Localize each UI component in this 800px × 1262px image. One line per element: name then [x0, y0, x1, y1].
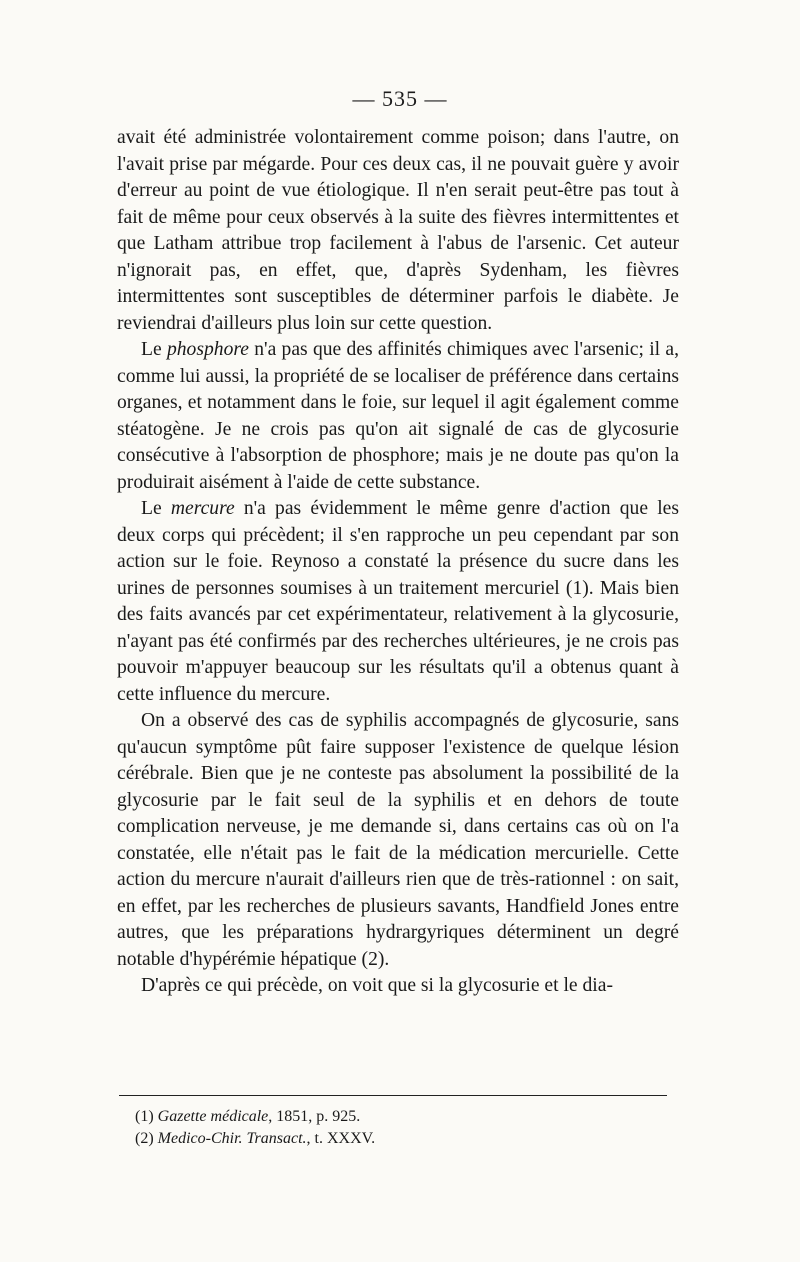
paragraph-2-rest: n'a pas que des affinités chimiques avec l'arsenic; il a, comme lui aussi, la propriété de se localiser de préférence dans certains organes, et notamment dans le foie, sur lequel il agit également comme stéatogène. Je ne crois pas qu'on ait signalé de cas de glycosurie consécutive à l'absorption de phosphore; mais je ne doute pas qu'on la produirait aisément à l'aide de cette substance. — [117, 339, 679, 493]
paragraph-3-rest: n'a pas évidemment le même genre d'action que les deux corps qui précèdent; il s'en rapproche un peu cependant par son action sur le foie. Reynoso a constaté la présence du sucre dans les urines de personnes soumises à un traitement mercuriel (1). Mais bien des faits avancés par cet expérimentateur, relativement à la glycosurie, n'ayant pas été confirmés par des recherches ultérieures, je ne crois pas pouvoir m'appuyer beaucoup sur les résultats qu'il a obtenus quant à cette influence du mercure. — [117, 498, 679, 705]
footnotes — [135, 1106, 675, 1150]
paragraph-4: On a observé des cas de syphilis accompagnés de glycosurie, sans qu'aucun symptôme pût faire supposer l'existence de quelque lésion cérébrale. Bien que je ne conteste pas absolument la possibilité de la glycosurie par le fait seul de la syphilis et en dehors de toute complication nerveuse, je me demande si, dans certains cas où on l'a constatée, elle n'était pas le fait de la médication mercurielle. Cette action du mercure n'aurait d'ailleurs rien que de très-rationnel : on sait, en effet, par les recherches de plusieurs savants, Handfield Jones entre autres, que les préparations hydrargyriques déterminent un degré notable d'hypérémie hépatique (2). — [117, 710, 679, 970]
paragraph-2-start: Le — [141, 339, 167, 360]
paragraph-1: avait été administrée volontairement comme poison; dans l'autre, on l'avait prise par mégarde. Pour ces deux cas, il ne pouvait guère y avoir d'erreur au point de vue étiologique. Il n'en serait peut-être pas tout à fait de même pour ceux observés à la suite des fièvres intermittentes et que Latham attribue trop facilement à l'abus de l'arsenic. Cet auteur n'ignorait pas, en effet, que, d'après Sydenham, les fièvres intermittentes sont susceptibles de déterminer parfois le diabète. Je reviendrai d'ailleurs plus loin sur cette question. — [117, 127, 679, 334]
term-mercure: mercure — [170, 498, 235, 519]
footnote-2 — [135, 1128, 675, 1150]
footnote-1 — [135, 1106, 675, 1128]
footnote-mark: (2) — [135, 1130, 154, 1147]
term-phosphore: phosphore — [166, 339, 249, 360]
page-number: — 535 — — [352, 86, 448, 111]
footnote-mark: (1) — [135, 1108, 154, 1125]
paragraph-5: D'après ce qui précède, on voit que si la glycosurie et le dia- — [141, 975, 613, 996]
footnote-rule — [119, 1095, 667, 1096]
footnote-source: Medico-Chir. Transact. — [157, 1130, 307, 1147]
paragraph-3-start: Le — [141, 498, 171, 519]
footnote-detail: , t. XXXV. — [306, 1130, 376, 1147]
paragraph-2 — [117, 337, 679, 496]
paragraph-3 — [117, 496, 679, 708]
footnote-detail: , 1851, p. 925. — [268, 1108, 361, 1125]
footnote-source: Gazette médicale — [157, 1108, 269, 1125]
body-text — [117, 125, 679, 1000]
